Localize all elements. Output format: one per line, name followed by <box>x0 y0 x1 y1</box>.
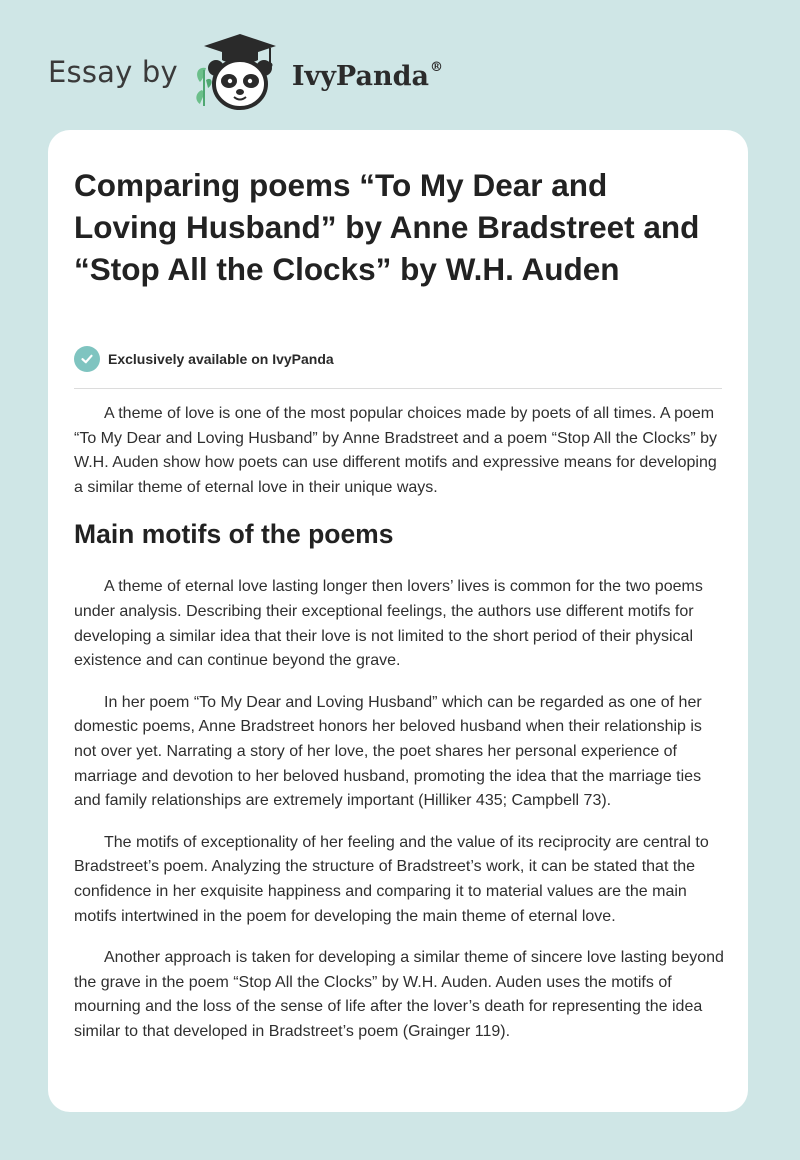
check-circle-icon <box>74 346 100 372</box>
exclusive-label: Exclusively available on IvyPanda <box>108 351 334 367</box>
ivy-leaf-icon <box>196 68 211 106</box>
panda-graduation-cap-icon[interactable] <box>192 30 288 114</box>
body-paragraph: The motifs of exceptionality of her feeling and the value of its reciprocity are central to Bradstreet’s poem. Analyzing the structure of Bradstreet’s work, it can be stated that the confidence in her exquisite happiness and comparing it to material values are the main motifs intertwined in the poem for developing the main theme of eternal love. <box>74 833 709 925</box>
exclusive-badge <box>74 346 334 372</box>
intro-paragraph: A theme of love is one of the most popular choices made by poets of all times. A poem “To My Dear and Loving Husband” by Anne Bradstreet and a poem “Stop All the Clocks” by W.H. Auden show how poets can use different motifs and expressive means for developing a similar theme of eternal love in their unique ways. <box>74 405 718 496</box>
article-title: Comparing poems “To My Dear and Loving Husband” by Anne Bradstreet and “Stop All the Clocks” by W.H. Auden <box>74 167 700 287</box>
site-header <box>48 30 443 114</box>
article-body <box>74 402 724 1061</box>
essay-by-label: Essay by <box>48 55 178 89</box>
divider <box>74 388 722 389</box>
registered-mark: ® <box>429 59 443 75</box>
body-paragraph: In her poem “To My Dear and Loving Husband” which can be regarded as one of her domestic poems, Anne Bradstreet honors her beloved husband when their relationship is not over yet. Narrating a story of her love, the poet shares her personal experience of marriage and devotion to her beloved husband, promoting the idea that the marriage ties and family relationships are extremely important (Hilliker 435; Campbell 73). <box>74 693 702 810</box>
article-card <box>48 130 748 1112</box>
body-paragraph: Another approach is taken for developing a similar theme of sincere love lasting beyond the grave in the poem “Stop All the Clocks” by W.H. Auden. Auden uses the motifs of mourning and the loss of the sense of life after the lover’s death for representing the idea similar to that developed in Bradstreet’s poem (Grainger 119). <box>74 949 724 1040</box>
brand-name[interactable]: IvyPanda® <box>291 59 443 92</box>
section-heading: Main motifs of the poems <box>74 519 394 550</box>
body-paragraph: A theme of eternal love lasting longer then lovers’ lives is common for the two poems under analysis. Describing their exceptional feelings, the authors use different motifs for developing a similar idea that their love is not limited to the short period of their physical existence and can continue beyond the grave. <box>74 578 703 670</box>
